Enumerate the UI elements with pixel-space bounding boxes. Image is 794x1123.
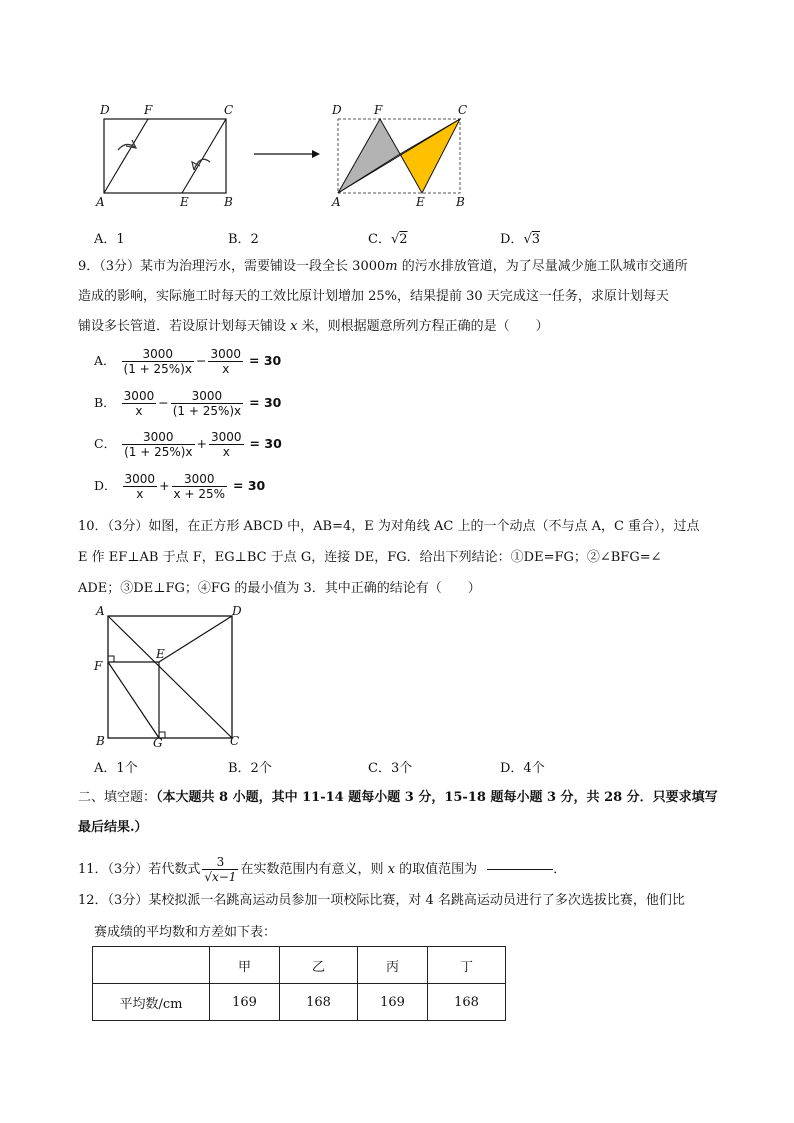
table-cell: 168 — [428, 984, 506, 1021]
q8-label-D: D — [100, 103, 110, 117]
q8-label-C: C — [224, 103, 234, 117]
q10-label-A: A — [96, 604, 105, 618]
q12-text-line2: 赛成绩的平均数和方差如下表： — [94, 925, 277, 940]
table-header-cell — [93, 947, 210, 984]
q8-option-a: A．1 — [94, 232, 125, 247]
q10-label-E: E — [156, 647, 165, 661]
q10-text-line2: E 作 EF⊥AB 于点 F，EG⊥BC 于点 G，连接 DE，FG．给出下列结论：①DE=FG；②∠BFG=∠ — [78, 550, 662, 565]
q10-square-figure — [90, 602, 250, 752]
section2-note-line2: 最后结果.） — [78, 820, 148, 835]
q8-r-label-E: E — [416, 195, 425, 209]
q8-r-label-F: F — [374, 103, 383, 117]
q10-label-D: D — [232, 604, 242, 618]
table-header-row — [93, 947, 506, 984]
q11-text: 11．（3分）若代数式 $\frac{3}{√x-1}$ 在实数范围内有意义，则 x 的取值范围为 ． — [78, 855, 567, 884]
q8-r-label-A: A — [332, 195, 341, 209]
q12-text-line1: 12．（3分）某校拟派一名跳高运动员参加一项校际比赛，对 4 名跳高运动员进行了多次选拔比赛，他们比 — [78, 893, 685, 908]
q10-option-c: C．3个 — [368, 761, 413, 776]
q9-option-a: A． $\frac{3000}{(1 + 25\%)x}$ − $\frac{3000}{x}$ = 30 — [94, 347, 282, 376]
q9-text-line1: 9．（3分）某市为治理污水，需要铺设一段全长 3000m 的污水排放管道，为了尽量减少施工队城市交通所 — [78, 259, 688, 274]
table-header-cell: 乙 — [280, 947, 358, 984]
table-header-cell: 丁 — [428, 947, 506, 984]
table-cell: 169 — [210, 984, 280, 1021]
q11-answer-blank[interactable] — [487, 869, 553, 870]
q10-text-line1: 10．（3分）如图，在正方形 ABCD 中，AB=4，E 为对角线 AC 上的一个动点（不与点 A，C 重合），过点 — [78, 519, 700, 534]
q9-option-b: B． $\frac{3000}{x}$ − $\frac{3000}{(1 + 25\%)x}$ = 30 — [94, 389, 282, 418]
table-cell: 169 — [358, 984, 428, 1021]
q9-text-line2: 造成的影响，实际施工时每天的工效比原计划增加 25%，结果提前 30 天完成这一任务，求原计划每天 — [78, 289, 669, 304]
q10-option-d: D．4个 — [500, 761, 545, 776]
q10-text-line3: ADE；③DE⊥FG；④FG 的最小值为 3．其中正确的结论有（ ） — [78, 581, 481, 596]
q8-label-E: E — [180, 195, 189, 209]
q8-label-A: A — [96, 195, 105, 209]
q12-score-table — [92, 946, 506, 1021]
q8-r-label-B: B — [456, 195, 465, 209]
table-header-cell: 丙 — [358, 947, 428, 984]
q9-text-line3: 铺设多长管道．若设原计划每天铺设 x 米，则根据题意所列方程正确的是（ ） — [78, 319, 549, 334]
section2-heading: 二、填空题：（本大题共 8 小题，其中 11-14 题每小题 3 分，15-18 题每小题 3 分，共 28 分．只要求填写 — [78, 790, 718, 805]
q8-option-c: C．√2 — [368, 232, 408, 247]
q8-r-label-D: D — [332, 103, 342, 117]
table-row-label: 平均数/cm — [93, 984, 210, 1021]
table-header-cell: 甲 — [210, 947, 280, 984]
q9-option-d: D． $\frac{3000}{x}$ + $\frac{3000}{x + 25\%}$ = 30 — [94, 472, 266, 501]
q10-label-B: B — [96, 734, 105, 748]
q10-option-a: A．1个 — [94, 761, 138, 776]
q8-label-F: F — [144, 103, 153, 117]
q8-label-B: B — [224, 195, 233, 209]
q9-option-c: C． $\frac{3000}{(1 + 25\%)x}$ + $\frac{3000}{x}$ = 30 — [94, 430, 282, 459]
q8-r-label-C: C — [458, 103, 468, 117]
q8-figure — [90, 98, 480, 213]
q8-left-rectangle — [104, 119, 226, 193]
table-row — [93, 984, 506, 1021]
q8-option-b: B．2 — [228, 232, 259, 247]
q10-label-F: F — [94, 659, 103, 673]
q10-label-G: G — [153, 736, 163, 750]
q8-option-d: D．√3 — [500, 232, 541, 247]
q10-option-b: B．2个 — [228, 761, 272, 776]
q10-label-C: C — [230, 734, 240, 748]
table-cell: 168 — [280, 984, 358, 1021]
